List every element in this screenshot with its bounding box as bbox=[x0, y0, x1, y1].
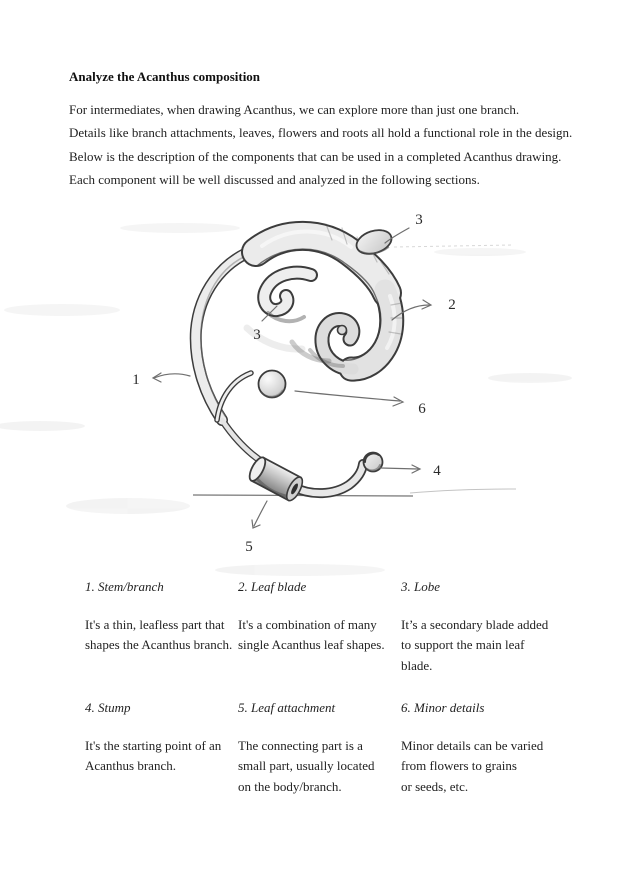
figure-label-lobe-top: 3 bbox=[415, 212, 423, 228]
component-text-line: small part, usually located bbox=[238, 758, 375, 774]
figure-label-leaf-blade: 2 bbox=[448, 297, 456, 313]
component-text-line: blade. bbox=[401, 657, 433, 673]
figure-label-leaf-attachment: 5 bbox=[245, 539, 253, 555]
component-text-line: It’s a secondary blade added bbox=[401, 617, 549, 632]
component-leaf-blade bbox=[238, 577, 403, 656]
component-heading: 2. Leaf blade bbox=[238, 579, 307, 594]
component-text-line: shapes the Acanthus branch. bbox=[85, 637, 233, 653]
stem-shape bbox=[196, 249, 267, 465]
arrow-to-leaf-attachment bbox=[252, 501, 267, 528]
minor-detail-ball-shape bbox=[217, 371, 286, 421]
page-title: Analyze the Acanthus composition bbox=[69, 69, 261, 84]
arrow-to-stump bbox=[380, 465, 420, 473]
figure-label-stem: 1 bbox=[132, 372, 140, 388]
arrow-to-minor-details bbox=[295, 391, 403, 406]
ground-line bbox=[193, 489, 516, 496]
component-heading: 6. Minor details bbox=[401, 700, 485, 715]
component-text-line: It's a combination of many bbox=[238, 617, 377, 632]
component-text-line: It's a thin, leafless part that bbox=[85, 617, 225, 632]
component-text-line: The connecting part is a bbox=[238, 738, 363, 753]
figure-label-lobe-inner: 3 bbox=[253, 327, 261, 343]
intro-line: Below is the description of the components that can be used in a completed Acanthus drawing. bbox=[69, 148, 562, 164]
component-text-line: Minor details can be varied bbox=[401, 738, 544, 753]
component-heading: 5. Leaf attachment bbox=[238, 700, 336, 715]
component-lobe bbox=[401, 577, 566, 676]
intro-line: Each component will be well discussed and analyzed in the following sections. bbox=[69, 172, 480, 188]
component-heading: 3. Lobe bbox=[401, 579, 440, 594]
component-text-line: It's the starting point of an bbox=[85, 738, 222, 753]
spiral-eye bbox=[338, 326, 347, 335]
intro-line: For intermediates, when drawing Acanthus, we can explore more than just one branch. bbox=[69, 102, 520, 117]
component-leaf-attachment bbox=[238, 698, 403, 797]
component-text-line: single Acanthus leaf shapes. bbox=[238, 637, 385, 653]
figure-label-minor-details: 6 bbox=[418, 401, 426, 417]
component-text-line: from flowers to grains bbox=[401, 758, 517, 774]
stump-shape bbox=[293, 453, 383, 494]
component-heading: 4. Stump bbox=[85, 700, 131, 715]
component-stem-branch bbox=[85, 577, 250, 656]
component-text-line: on the body/branch. bbox=[238, 778, 342, 794]
component-heading: 1. Stem/branch bbox=[85, 579, 164, 594]
inner-lobe-shape bbox=[264, 273, 311, 322]
arrow-to-stem bbox=[153, 373, 190, 382]
component-stump bbox=[85, 698, 250, 777]
component-text-line: Acanthus branch. bbox=[85, 758, 176, 774]
intro-line: Details like branch attachments, leaves, flowers and roots all hold a functional role in the design. bbox=[69, 125, 573, 141]
figure-label-stump: 4 bbox=[433, 463, 441, 479]
component-text-line: to support the main leaf bbox=[401, 637, 525, 653]
component-minor-details bbox=[401, 698, 566, 797]
component-text-line: or seeds, etc. bbox=[401, 778, 469, 794]
